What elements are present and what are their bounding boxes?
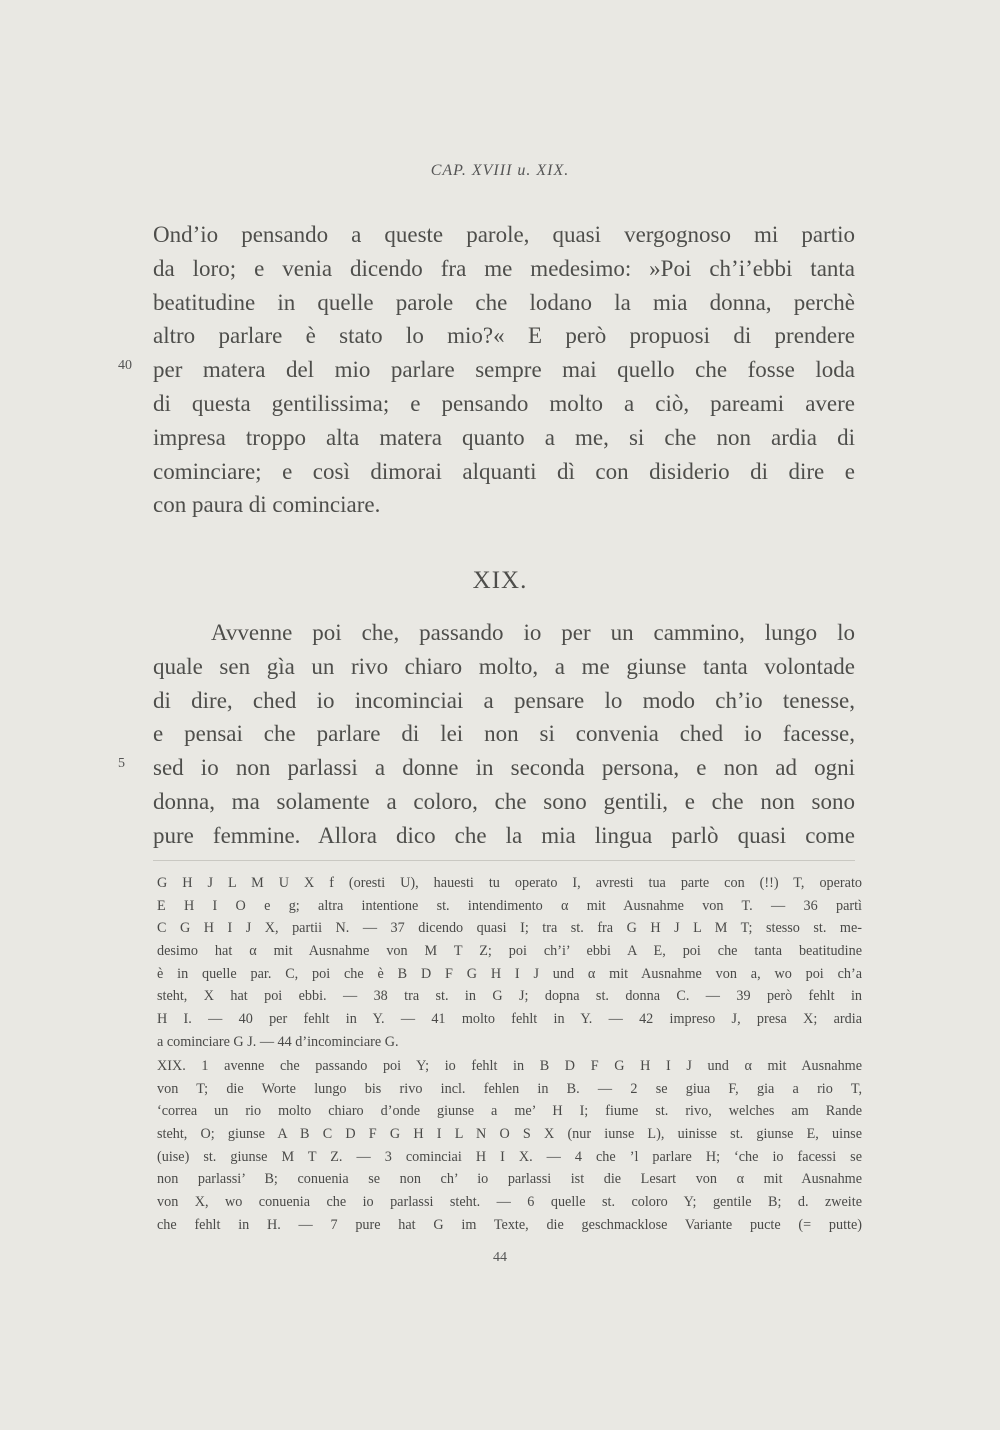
apparatus-line: E H I O e g; altra intentione st. intendimento α mit Ausnahme von T. — 36 partì [157, 897, 862, 914]
line-number: 5 [118, 756, 125, 771]
apparatus-line: XIX. 1 avenne che passando poi Y; io fehlt in B D F G H I J und α mit Ausnahme [157, 1058, 862, 1074]
text-line: Ond’io pensando a queste parole, quasi vergognoso mi partio [153, 222, 855, 247]
line-number: 40 [118, 358, 132, 373]
text-line: e pensai che parlare di lei non si convenia ched io facesse, [153, 721, 855, 747]
text-line: beatitudine in quelle parole che lodano la mia donna, perchè [153, 289, 855, 315]
apparatus-line: è in quelle par. C, poi che è B D F G H I J und α mit Ausnahme von a, wo poi ch’a [157, 965, 862, 982]
text-line: sed io non parlassi a donne in seconda persona, e non ad ogni [153, 755, 855, 781]
critical-apparatus-2 [157, 1055, 862, 1237]
apparatus-line: C G H I J X, partii N. — 37 dicendo quasi I; tra st. fra G H J L M T; stesso st. me- [157, 920, 862, 937]
text-line: di dire, ched io incominciai a pensare lo modo ch’io tenesse, [153, 687, 855, 713]
text-line: da loro; e venia dicendo fra me medesimo: »Poi ch’i’ebbi tanta [153, 255, 855, 281]
page-number: 44 [493, 1250, 507, 1265]
apparatus-line: (uise) st. giunse M T Z. — 3 cominciai H I X. — 4 che ’l parlare H; ‘che io facessi se [157, 1148, 862, 1165]
text-line: impresa troppo alta matera quanto a me, si che non ardia di [153, 424, 855, 450]
apparatus-line: non parlassi’ B; conuenia se non ch’ io parlassi ist die Lesart von α mit Ausnahme [157, 1171, 862, 1188]
text-line: pure femmine. Allora dico che la mia lingua parlò quasi come [153, 822, 855, 848]
apparatus-line: ‘correa un rio molto chiaro d’onde giunse a me’ H I; fiume st. rivo, welches am Rande [157, 1103, 862, 1120]
apparatus-line: steht, O; giunse A B C D F G H I L N O S X (nur iunse L), uinisse st. giunse E, uinse [157, 1126, 862, 1143]
critical-apparatus-1 [157, 872, 862, 1054]
section-title: XIX. [472, 567, 528, 594]
text-line: per matera del mio parlare sempre mai quello che fosse loda [153, 357, 855, 383]
section-19-text [153, 616, 855, 853]
apparatus-line: von X, wo conuenia che io parlassi steht. — 6 quelle st. coloro Y; gentile B; d. zweite [157, 1194, 862, 1211]
apparatus-line: G H J L M U X f (oresti U), hauesti tu operato I, avresti tua parte con (!!) T, operato [157, 875, 862, 891]
apparatus-line: von T; die Worte lungo bis rivo incl. fehlen in B. — 2 se giua F, gia a rio T, [157, 1080, 862, 1097]
footnote-divider [153, 860, 855, 861]
text-line: quale sen gìa un rivo chiaro molto, a me giunse tanta volontade [153, 653, 855, 679]
text-line: con paura di cominciare. [153, 492, 381, 518]
chapter-18-text [153, 218, 855, 522]
apparatus-line: a cominciare G J. — 44 d’incominciare G. [157, 1033, 399, 1050]
text-line: altro parlare è stato lo mio?« E però propuosi di prendere [153, 323, 855, 349]
apparatus-line: steht, X hat poi ebbi. — 38 tra st. in G J; dopna st. donna C. — 39 però fehlt in [157, 988, 862, 1005]
text-line: Avvenne poi che, passando io per un cammino, lungo lo [211, 620, 855, 645]
apparatus-line: che fehlt in H. — 7 pure hat G im Texte, die geschmacklose Variante pucte (= putte) [157, 1216, 862, 1233]
text-line: cominciare; e così dimorai alquanti dì con disiderio di dire e [153, 458, 855, 484]
text-line: donna, ma solamente a coloro, che sono gentili, e che non sono [153, 788, 855, 814]
running-header: CAP. XVIII u. XIX. [430, 162, 570, 179]
apparatus-line: H I. — 40 per fehlt in Y. — 41 molto fehlt in Y. — 42 impreso J, presa X; ardia [157, 1011, 862, 1028]
apparatus-line: desimo hat α mit Ausnahme von M T Z; poi ch’i’ ebbi A E, poi che tanta beatitudine [157, 943, 862, 960]
text-line: di questa gentilissima; e pensando molto a ciò, pareami avere [153, 390, 855, 416]
